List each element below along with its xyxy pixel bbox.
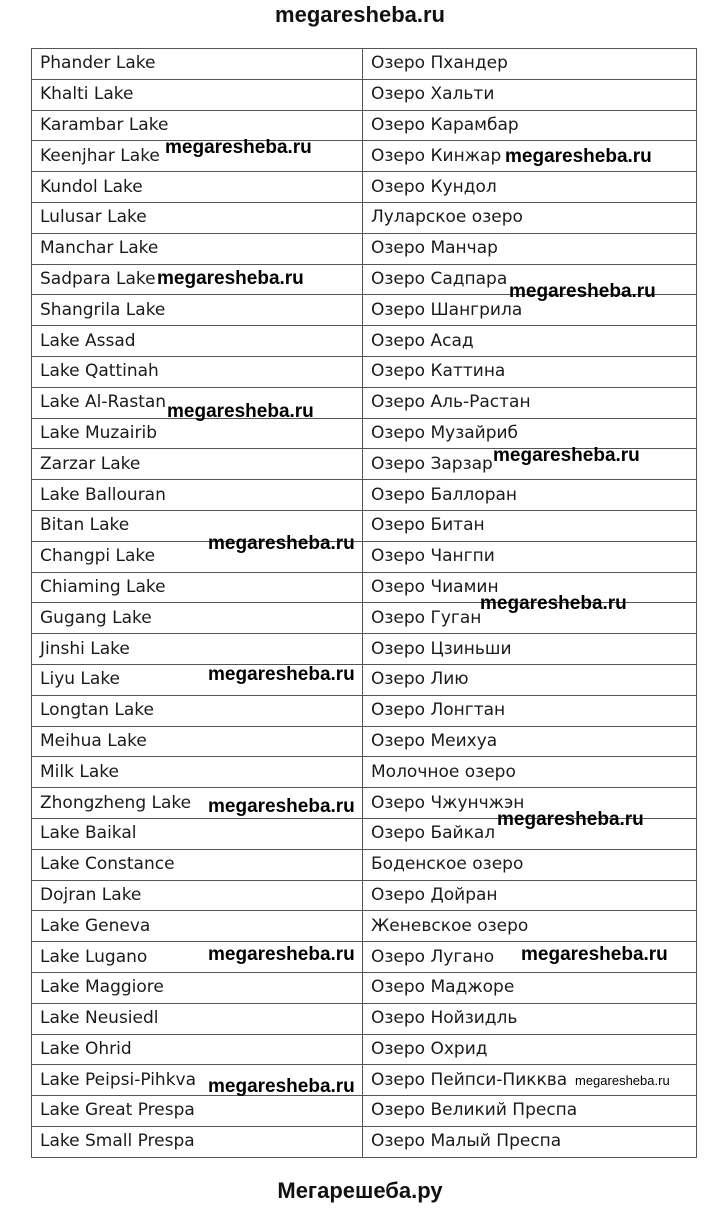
lake-name-english: Keenjhar Lake xyxy=(32,141,363,172)
table-row xyxy=(32,79,697,110)
watermark: megaresheba.ru xyxy=(493,445,640,466)
lake-name-russian: Озеро Манчар xyxy=(363,233,697,264)
lake-name-russian: Озеро Асад xyxy=(363,326,697,357)
lake-name-english: Longtan Lake xyxy=(32,695,363,726)
table-row xyxy=(32,664,697,695)
lake-name-english: Lulusar Lake xyxy=(32,202,363,233)
lake-name-russian: Озеро Каттина xyxy=(363,356,697,387)
lake-name-english: Lake Neusiedl xyxy=(32,1003,363,1034)
lake-name-russian: Озеро Чангпи xyxy=(363,541,697,572)
lake-name-russian: Озеро Гуган xyxy=(363,603,697,634)
lake-name-english: Lake Peipsi-Pihkva xyxy=(32,1065,363,1096)
table-row xyxy=(32,849,697,880)
lake-name-russian: Озеро Нойзидль xyxy=(363,1003,697,1034)
site-header: megaresheba.ru xyxy=(275,2,445,27)
lake-name-russian: Озеро Зарзар xyxy=(363,449,697,480)
lake-name-russian: Озеро Битан xyxy=(363,510,697,541)
lake-name-english: Phander Lake xyxy=(32,49,363,80)
lake-name-russian: Женевское озеро xyxy=(363,911,697,942)
lake-name-russian: Озеро Карамбар xyxy=(363,110,697,141)
lake-name-english: Kundol Lake xyxy=(32,172,363,203)
lake-name-english: Lake Baikal xyxy=(32,818,363,849)
lake-name-russian: Озеро Пхандер xyxy=(363,49,697,80)
lake-name-english: Sadpara Lake xyxy=(32,264,363,295)
lake-name-english: Lake Ohrid xyxy=(32,1034,363,1065)
lake-name-english: Zhongzheng Lake xyxy=(32,788,363,819)
lake-name-russian: Озеро Охрид xyxy=(363,1034,697,1065)
table-row xyxy=(32,1096,697,1127)
lake-name-english: Shangrila Lake xyxy=(32,295,363,326)
watermark: megaresheba.ru xyxy=(208,944,355,965)
watermark: megaresheba.ru xyxy=(480,593,627,614)
lake-name-english: Bitan Lake xyxy=(32,510,363,541)
table-row xyxy=(32,695,697,726)
lake-name-english: Khalti Lake xyxy=(32,79,363,110)
lake-name-russian: Озеро Кинжар xyxy=(363,141,697,172)
lake-name-russian: Озеро Меихуа xyxy=(363,726,697,757)
lake-name-english: Lake Ballouran xyxy=(32,480,363,511)
lake-name-russian: Озеро Аль-Растан xyxy=(363,387,697,418)
lake-name-english: Lake Constance xyxy=(32,849,363,880)
lake-name-english: Milk Lake xyxy=(32,757,363,788)
lake-name-english: Manchar Lake xyxy=(32,233,363,264)
lake-name-russian: Озеро Шангрила xyxy=(363,295,697,326)
lake-name-russian: Озеро Чиамин xyxy=(363,572,697,603)
lake-name-russian: Озеро Лугано xyxy=(363,942,697,973)
watermark: megaresheba.ru xyxy=(165,137,312,158)
table-row xyxy=(32,911,697,942)
watermark: megaresheba.ru xyxy=(208,1076,355,1097)
table-row xyxy=(32,233,697,264)
lake-name-english: Lake Qattinah xyxy=(32,356,363,387)
lake-name-english: Zarzar Lake xyxy=(32,449,363,480)
watermark: megaresheba.ru xyxy=(208,533,355,554)
table-row xyxy=(32,356,697,387)
lake-name-english: Lake Great Prespa xyxy=(32,1096,363,1127)
lake-name-russian: Молочное озеро xyxy=(363,757,697,788)
table-row xyxy=(32,1126,697,1157)
lake-name-english: Chiaming Lake xyxy=(32,572,363,603)
watermark: megaresheba.ru xyxy=(509,281,656,302)
table-row xyxy=(32,972,697,1003)
lake-name-russian: Озеро Хальти xyxy=(363,79,697,110)
site-footer: Мегарешеба.ру xyxy=(277,1178,443,1203)
lake-name-russian: Озеро Маджоре xyxy=(363,972,697,1003)
table-row xyxy=(32,1003,697,1034)
table-row xyxy=(32,880,697,911)
lake-name-english: Lake Small Prespa xyxy=(32,1126,363,1157)
lake-name-english: Jinshi Lake xyxy=(32,634,363,665)
lake-name-english: Dojran Lake xyxy=(32,880,363,911)
table-row xyxy=(32,1034,697,1065)
table-row xyxy=(32,202,697,233)
lake-name-english: Lake Muzairib xyxy=(32,418,363,449)
lake-name-russian: Озеро Пейпси-Пикква xyxy=(363,1065,697,1096)
lake-name-russian: Озеро Лию xyxy=(363,664,697,695)
table-row xyxy=(32,110,697,141)
table-row xyxy=(32,510,697,541)
watermark: megaresheba.ru xyxy=(521,944,668,965)
lake-name-english: Lake Al-Rastan xyxy=(32,387,363,418)
table-row xyxy=(32,634,697,665)
lake-name-english: Lake Geneva xyxy=(32,911,363,942)
table-row xyxy=(32,172,697,203)
table-row xyxy=(32,480,697,511)
watermark-small: megaresheba.ru xyxy=(575,1073,670,1088)
table-row xyxy=(32,726,697,757)
table-row xyxy=(32,326,697,357)
lake-name-russian: Озеро Лонгтан xyxy=(363,695,697,726)
watermark: megaresheba.ru xyxy=(208,664,355,685)
lake-name-russian: Озеро Цзиньши xyxy=(363,634,697,665)
lake-name-russian: Боденское озеро xyxy=(363,849,697,880)
watermark: megaresheba.ru xyxy=(208,796,355,817)
lake-name-russian: Озеро Кундол xyxy=(363,172,697,203)
lake-name-russian: Озеро Чжунчжэн xyxy=(363,788,697,819)
lake-name-russian: Озеро Баллоран xyxy=(363,480,697,511)
lake-name-english: Karambar Lake xyxy=(32,110,363,141)
lake-name-english: Gugang Lake xyxy=(32,603,363,634)
lake-name-russian: Озеро Садпара xyxy=(363,264,697,295)
lake-name-russian: Озеро Музайриб xyxy=(363,418,697,449)
lake-name-english: Lake Assad xyxy=(32,326,363,357)
lake-name-english: Meihua Lake xyxy=(32,726,363,757)
watermark: megaresheba.ru xyxy=(157,268,304,289)
lake-name-russian: Луларское озеро xyxy=(363,202,697,233)
table-row xyxy=(32,49,697,80)
lake-name-english: Lake Maggiore xyxy=(32,972,363,1003)
watermark: megaresheba.ru xyxy=(497,809,644,830)
table-row xyxy=(32,541,697,572)
lake-name-russian: Озеро Дойран xyxy=(363,880,697,911)
lake-name-english: Lake Lugano xyxy=(32,942,363,973)
watermark: megaresheba.ru xyxy=(167,401,314,422)
table-row xyxy=(32,757,697,788)
lake-name-russian: Озеро Байкал xyxy=(363,818,697,849)
lake-name-russian: Озеро Малый Преспа xyxy=(363,1126,697,1157)
lake-name-english: Changpi Lake xyxy=(32,541,363,572)
watermark: megaresheba.ru xyxy=(505,146,652,167)
lake-name-russian: Озеро Великий Преспа xyxy=(363,1096,697,1127)
lake-name-english: Liyu Lake xyxy=(32,664,363,695)
table-row xyxy=(32,387,697,418)
